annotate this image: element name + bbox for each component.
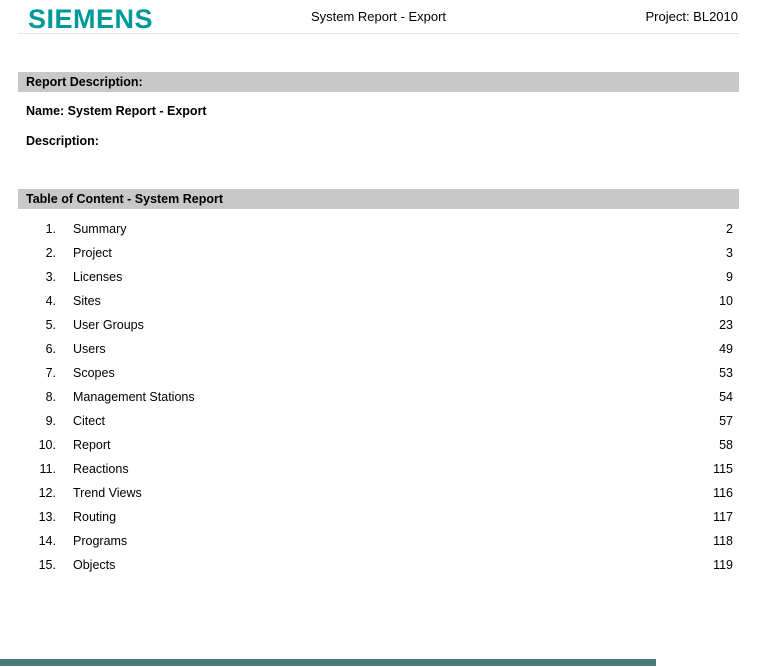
toc-entry-label: Reactions <box>73 462 129 476</box>
toc-row <box>18 241 733 265</box>
toc-row <box>18 529 733 553</box>
toc-entry-number: 14. <box>38 534 56 548</box>
toc-entry-label: Users <box>73 342 106 356</box>
toc-entry-number: 13. <box>38 510 56 524</box>
toc-row <box>18 385 733 409</box>
footer-bar <box>0 659 656 666</box>
toc-row <box>18 289 733 313</box>
toc-row <box>18 409 733 433</box>
toc-entry-page: 9 <box>726 270 733 284</box>
toc-entry-page: 10 <box>719 294 733 308</box>
toc-entry-page: 57 <box>719 414 733 428</box>
toc-entry-label: Management Stations <box>73 390 195 404</box>
toc-entry-number: 3. <box>45 270 56 284</box>
toc-entry-number: 6. <box>45 342 56 356</box>
toc-row <box>18 433 733 457</box>
toc-entry-number: 11. <box>39 462 56 476</box>
toc-row <box>18 553 733 577</box>
toc-entry-number: 5. <box>45 318 56 332</box>
toc-entry-label: Project <box>73 246 112 260</box>
toc-entry-page: 117 <box>713 510 733 524</box>
toc-entry-page: 58 <box>719 438 733 452</box>
toc-entry-label: Objects <box>73 558 116 572</box>
toc-entry-page: 3 <box>726 246 733 260</box>
toc-list <box>18 217 733 577</box>
toc-entry-page: 118 <box>713 534 733 548</box>
toc-entry-number: 8. <box>45 390 56 404</box>
toc-entry-number: 9. <box>45 414 56 428</box>
toc-row <box>18 337 733 361</box>
toc-entry-page: 2 <box>726 222 733 236</box>
toc-entry-number: 15. <box>38 558 56 572</box>
toc-entry-number: 4. <box>45 294 56 308</box>
toc-entry-label: Programs <box>73 534 128 548</box>
toc-entry-label: Summary <box>73 222 127 236</box>
project-label: Project: BL2010 <box>645 9 738 24</box>
toc-entry-label: Licenses <box>73 270 123 284</box>
toc-section-header: Table of Content - System Report <box>18 189 739 209</box>
toc-entry-number: 7. <box>45 366 56 380</box>
toc-entry-page: 53 <box>719 366 733 380</box>
toc-entry-label: Report <box>73 438 111 452</box>
toc-entry-number: 2. <box>45 246 56 260</box>
siemens-logo: SIEMENS <box>28 4 154 34</box>
toc-entry-number: 10. <box>38 438 56 452</box>
toc-entry-label: Citect <box>73 414 105 428</box>
toc-row <box>18 361 733 385</box>
toc-entry-page: 23 <box>719 318 733 332</box>
header-divider <box>18 33 739 34</box>
toc-entry-page: 54 <box>719 390 733 404</box>
toc-entry-label: Sites <box>73 294 101 308</box>
report-description-section-header: Report Description: <box>18 72 739 92</box>
toc-entry-number: 1. <box>45 222 56 236</box>
toc-row <box>18 481 733 505</box>
toc-row <box>18 217 733 241</box>
toc-entry-page: 115 <box>713 462 733 476</box>
toc-entry-number: 12. <box>38 486 56 500</box>
toc-entry-label: User Groups <box>73 318 144 332</box>
page-title: System Report - Export <box>310 9 447 24</box>
toc-entry-page: 116 <box>713 486 733 500</box>
toc-row <box>18 313 733 337</box>
toc-row <box>18 505 733 529</box>
toc-row <box>18 457 733 481</box>
report-name-line: Name: System Report - Export <box>26 104 207 118</box>
toc-entry-label: Scopes <box>73 366 115 380</box>
toc-entry-page: 119 <box>713 558 733 572</box>
toc-entry-label: Routing <box>73 510 117 524</box>
toc-entry-label: Trend Views <box>73 486 142 500</box>
toc-entry-page: 49 <box>719 342 733 356</box>
toc-row <box>18 265 733 289</box>
report-description-line: Description: <box>26 134 99 148</box>
